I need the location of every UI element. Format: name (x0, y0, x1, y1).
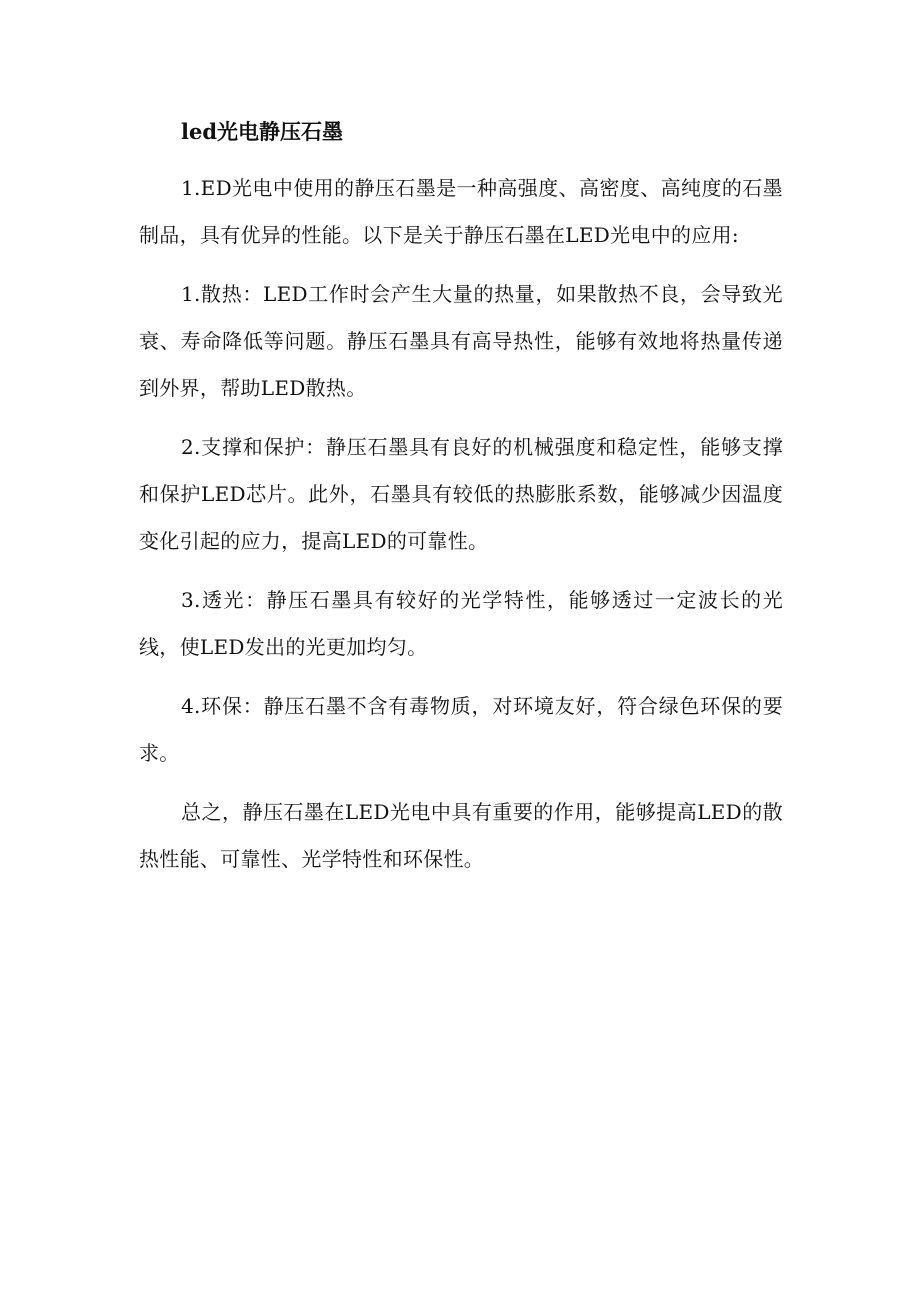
paragraph-conclusion: 总之，静压石墨在LED光电中具有重要的作用，能够提高LED的散热性能、可靠性、光学特性和环保性。 (139, 800, 783, 871)
paragraph-environmental: 4.环保：静压石墨不含有毒物质，对环境友好，符合绿色环保的要求。 (139, 694, 783, 765)
paragraph-heat-dissipation: 1.散热：LED工作时会产生大量的热量，如果散热不良，会导致光衰、寿命降低等问题。静压石墨具有高导热性，能够有效地将热量传递到外界，帮助LED散热。 (139, 282, 783, 400)
paragraph-light-transmission: 3.透光：静压石墨具有较好的光学特性，能够透过一定波长的光线，使LED发出的光更加均匀。 (139, 588, 783, 659)
document-title: led光电静压石墨 (181, 119, 344, 144)
paragraph-support-protection: 2.支撑和保护：静压石墨具有良好的机械强度和稳定性，能够支撑和保护LED芯片。此外，石墨具有较低的热膨胀系数，能够减少因温度变化引起的应力，提高LED的可靠性。 (139, 435, 783, 553)
paragraph-intro: 1.ED光电中使用的静压石墨是一种高强度、高密度、高纯度的石墨制品，具有优异的性能。以下是关于静压石墨在LED光电中的应用: (139, 176, 783, 247)
document-body (139, 165, 783, 895)
